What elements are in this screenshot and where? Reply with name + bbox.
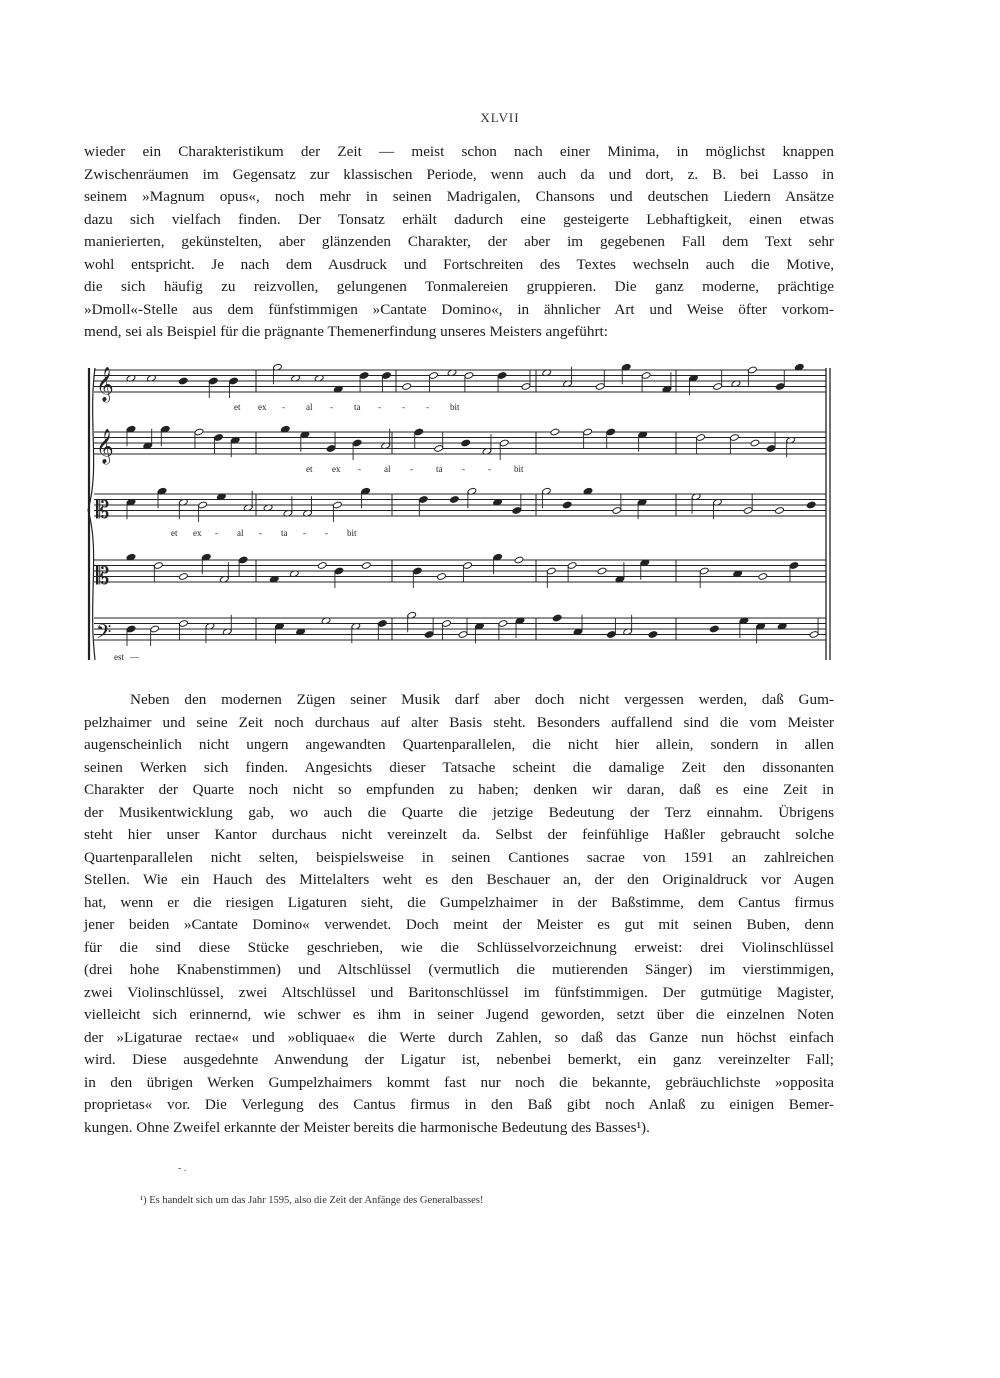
note-head: [194, 428, 204, 436]
note-head: [150, 625, 160, 633]
lyric-syllable: -: [426, 402, 429, 412]
note-head: [179, 620, 189, 628]
note-head: [612, 507, 622, 515]
note-head: [743, 507, 753, 515]
note-head: [512, 507, 522, 515]
note-head: [179, 573, 189, 581]
alto-clef-icon: 𝄡: [96, 562, 110, 590]
lyric-syllable: -: [402, 402, 405, 412]
note-head: [498, 620, 508, 628]
note-head: [317, 562, 327, 570]
text-line: augenscheinlich nicht ungern angewandten Quartenparallelen, die nicht hier allein, sondern in allen: [84, 736, 834, 753]
note-head: [641, 372, 651, 380]
note-head: [606, 428, 616, 436]
text-line: pelzhaimer und seine Zeit noch durchaus auf alter Basis steht. Besonders auffallend sind die vom Meister: [84, 713, 834, 731]
lyric-syllable: ta: [436, 464, 443, 474]
lyric-syllable: -: [410, 464, 413, 474]
text-line: wohl entspricht. Je nach dem Ausdruck und Fortschreiten des Textes wechseln auch die Motive,: [84, 255, 834, 273]
note-head: [418, 496, 428, 504]
alto-clef-icon: 𝄡: [96, 496, 110, 524]
note-head: [402, 383, 412, 391]
text-line: wird. Diese ausgedehnte Anwendung der Ligatur ist, nebenbei bemerkt, ein ganz vereinzelter Fall;: [84, 1051, 834, 1068]
text-line: »Dmoll«-Stelle aus dem fünfstimmigen »Cantate Domino«, in ähnlicher Art und Weise öfter vorkom-: [84, 300, 834, 318]
note-head: [696, 434, 706, 442]
text-line: zwei Violinschlüssel, zwei Altschlüssel und Baritonschlüssel im fünfstimmigen. Der gutmütige Magister,: [84, 983, 834, 1001]
note-head: [562, 501, 572, 509]
lyric-syllable: -: [259, 528, 262, 538]
text-line: Quartenparallelen nicht selten, beispielsweise in seinen Cantiones sacrae von 1591 an zahlreichen: [84, 848, 834, 866]
lyric-syllable: -: [358, 464, 361, 474]
lyric-syllable: -: [462, 464, 465, 474]
note-head: [238, 556, 248, 564]
text-line: hat, wenn er die riesigen Ligaturen sieht, die Gumpelzhaimer in der Baßstimme, dem Cantus firmus: [84, 893, 834, 911]
note-head: [699, 567, 709, 575]
text-line: seinen Werken sich finden. Angesichts dieser Tatsache scheint die damalige Zeit den dissonanten: [84, 758, 834, 776]
footnote: ¹) Es handelt sich um das Jahr 1595, also die Zeit der Anfänge des Generalbasses!: [140, 1195, 484, 1206]
lyric-syllable: ex: [193, 528, 202, 538]
lyric-syllable: al: [306, 402, 313, 412]
note-head: [413, 567, 423, 575]
note-head: [208, 377, 218, 385]
note-head: [750, 439, 760, 447]
text-line: dazu sich vielfach finden. Der Tonsatz erhält dadurch eine gesteigerte Lebhaftigkeit, einen etwas: [84, 210, 834, 228]
note-head: [648, 631, 658, 639]
note-head: [214, 434, 224, 442]
note-head: [514, 556, 524, 564]
note-head: [442, 620, 452, 628]
text-line: der Musikentwicklung gab, wo auch die Quarte die jetzige Bedeutung der Terz einnahm. Übrigens: [84, 803, 834, 821]
note-head: [463, 562, 473, 570]
text-line: Zwischenräumen im Gegensatz zur klassischen Periode, wenn auch da und dort, z. B. bei Lasso in: [84, 165, 834, 183]
note-head: [550, 428, 560, 436]
text-line: mend, sei als Beispiel für die prägnante Themenerfindung unseres Meisters angeführt:: [84, 323, 608, 340]
lyric-syllable: -: [488, 464, 491, 474]
text-line: Neben den modernen Zügen seiner Musik darf aber doch nicht vergessen werden, daß Gum-: [130, 691, 834, 708]
lyric-syllable: ex: [332, 464, 341, 474]
lyric-syllable: al: [237, 528, 244, 538]
note-head: [361, 562, 371, 570]
note-head: [229, 377, 239, 385]
text-line: in den übrigen Werken Gumpelzhaimers kommt fast nur noch die bekannte, gebräuchlichste »opposita: [84, 1073, 834, 1091]
lyric-syllable: bit: [347, 528, 357, 538]
note-head: [766, 445, 776, 453]
text-line: Charakter der Quarte noch nicht so empfunden zu haben; denken wir daran, daß es eine Zeit in: [84, 781, 834, 798]
lyric-syllable: -: [215, 528, 218, 538]
note-head: [458, 631, 468, 639]
lyric-syllable: —: [130, 652, 139, 662]
note-head: [461, 439, 471, 447]
paragraph-main: [84, 689, 834, 1139]
music-score-example: [86, 360, 836, 670]
note-head: [377, 620, 387, 628]
text-line: Stellen. Wie ein Hauch des Mittelalters weht es den Beschauer an, der den Originaldruck vor Augen: [84, 871, 834, 888]
note-head: [748, 366, 758, 374]
lyric-syllable: -: [303, 528, 306, 538]
note-head: [437, 573, 447, 581]
note-head: [567, 562, 577, 570]
text-line: (drei hohe Knabenstimmen) und Altschlüssel (vermutlich die mutierenden Sänger) im vierstimmigen,: [84, 961, 834, 978]
note-head: [429, 372, 439, 380]
treble-clef-icon: 𝄞: [96, 367, 114, 402]
lyric-syllable: ta: [281, 528, 288, 538]
text-line: steht hier unser Kantor durchaus nicht vereinzelt da. Selbst der feinfühlige Haßler gebraucht solche: [84, 826, 834, 843]
note-head: [178, 377, 188, 385]
note-head: [154, 562, 164, 570]
note-head: [198, 501, 208, 509]
lyric-syllable: bit: [514, 464, 524, 474]
lyric-syllable: -: [330, 402, 333, 412]
note-head: [546, 567, 556, 575]
note-head: [709, 625, 719, 633]
note-head: [497, 372, 507, 380]
note-head: [552, 614, 562, 622]
note-head: [607, 631, 617, 639]
lyric-syllable: -: [378, 402, 381, 412]
note-head: [326, 445, 336, 453]
lyric-syllable: et: [234, 402, 241, 412]
note-head: [424, 631, 434, 639]
note-head: [464, 372, 474, 380]
note-head: [583, 428, 593, 436]
text-line: jener beiden »Cantate Domino« verwendet. Doch meint der Meister es gut mit seinen Buben, denn: [84, 916, 834, 933]
note-head: [775, 383, 785, 391]
bass-clef-icon: 𝄢: [96, 620, 112, 648]
lyric-syllable: -: [325, 528, 328, 538]
note-head: [434, 445, 444, 453]
lyric-syllable: et: [171, 528, 178, 538]
lyric-syllable: al: [384, 464, 391, 474]
treble-clef-icon: 𝄞: [96, 429, 114, 464]
lyric-syllable: et: [306, 464, 313, 474]
note-head: [597, 567, 607, 575]
footnote-mark: - .: [178, 1163, 187, 1174]
note-head: [382, 372, 392, 380]
text-line: die sich häufig zu reizvollen, gelungenen Tonmalereien gruppieren. Die ganz moderne, prächtige: [84, 278, 834, 295]
note-head: [499, 439, 509, 447]
paragraph-intro: [84, 141, 834, 344]
note-head: [713, 383, 723, 391]
note-head: [333, 501, 343, 509]
note-head: [806, 501, 816, 509]
lyric-syllable: -: [282, 402, 285, 412]
note-head: [521, 383, 531, 391]
note-head: [775, 507, 785, 515]
note-head: [334, 567, 344, 575]
text-line: wieder ein Charakteristikum der Zeit — meist schon nach einer Minima, in möglichst knappen: [84, 143, 834, 160]
lyric-syllable: bit: [450, 402, 460, 412]
text-line: proprietas« vor. Die Verlegung des Cantus firmus in den Baß gibt noch Anlaß zu einigen Bemer-: [84, 1096, 834, 1113]
lyric-syllable: ex: [258, 402, 267, 412]
note-head: [809, 631, 819, 639]
note-head: [450, 496, 460, 504]
note-head: [352, 439, 362, 447]
lyric-syllable: ta: [354, 402, 361, 412]
note-head: [126, 625, 136, 633]
text-line: der »Ligaturae rectae« und »obliquae« die Werte durch Zahlen, so daß das Ganze nun höchst einfach: [84, 1028, 834, 1046]
page-number: XLVII: [480, 110, 520, 125]
note-head: [758, 573, 768, 581]
lyric-syllable: est: [114, 652, 124, 662]
text-line: seinem »Magnum opus«, noch mehr in seinen Madrigalen, Chansons und deutschen Liedern Ansätze: [84, 188, 834, 205]
note-head: [789, 562, 799, 570]
text-line: kungen. Ohne Zweifel erkannte der Meister bereits die harmonische Bedeutung des Basses¹).: [84, 1118, 650, 1136]
text-line: für die sind diese Stücke geschrieben, wie die Schlüsselvorzeichnung erweist: drei Violinschlüssel: [84, 938, 834, 956]
note-head: [595, 383, 605, 391]
note-head: [414, 428, 424, 436]
text-line: manierierten, gekünstelten, aber glänzenden Charakter, der aber im gegebenen Fall dem Text sehr: [84, 233, 834, 250]
text-line: vielleicht sich erinnernd, wie schwer es ihm in seiner Jugend geworden, setzt über die einzelnen Noten: [84, 1006, 834, 1023]
note-head: [359, 372, 369, 380]
note-head: [730, 434, 740, 442]
